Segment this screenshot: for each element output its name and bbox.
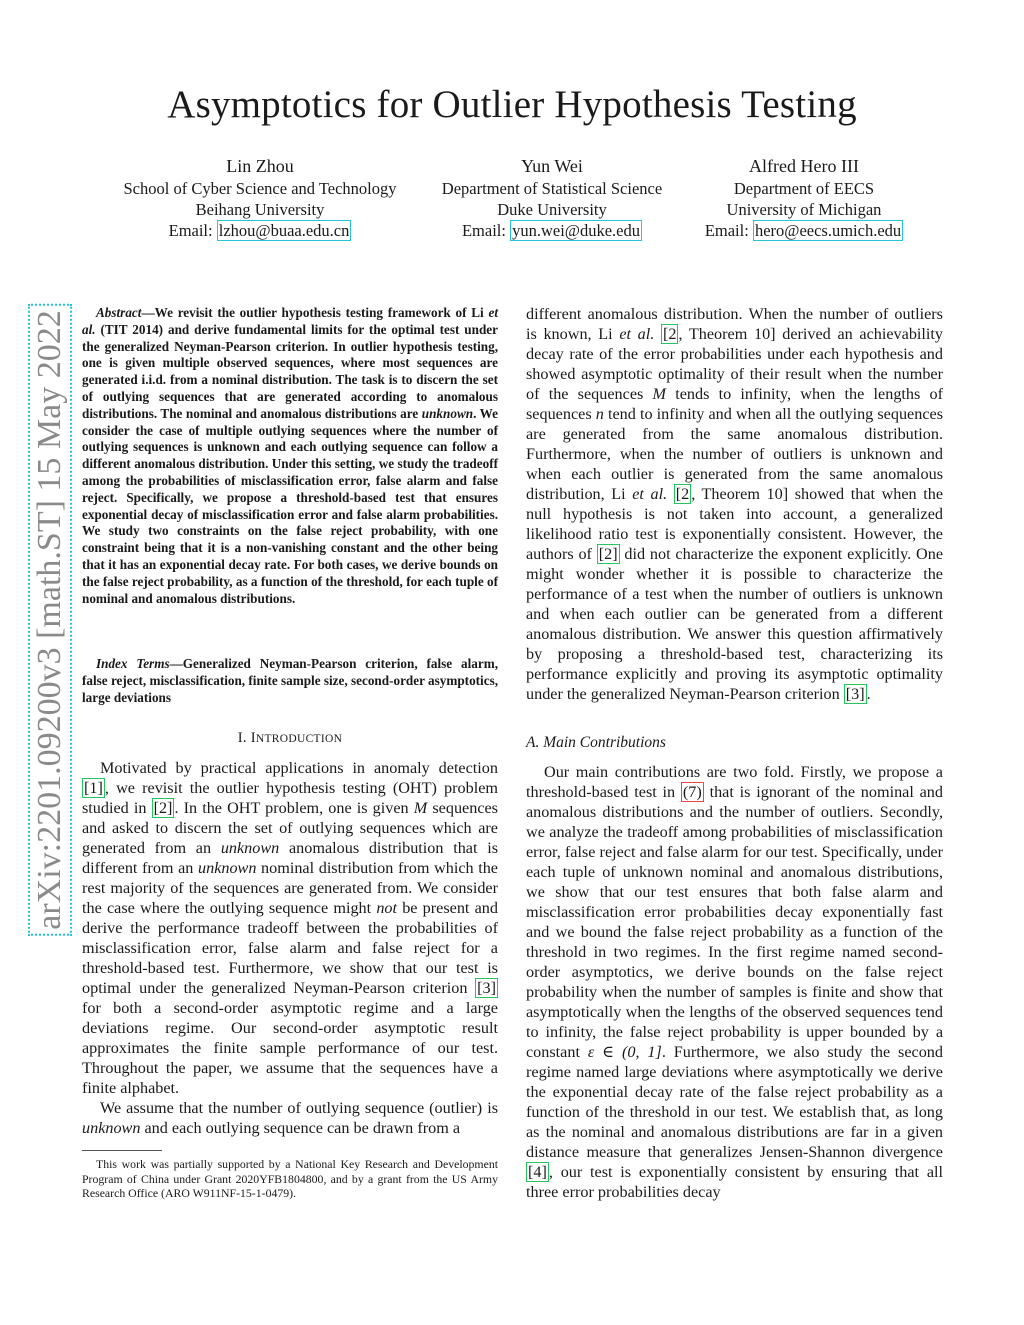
author-dept: School of Cyber Science and Technology bbox=[123, 179, 397, 198]
body-paragraph: Our main contributions are two fold. Firstly, we propose a threshold-based test in (7) that is ignorant of the nominal and anomalous distributions and the number of outliers. Secondly, we analyze the tradeoff among probabilities of misclassification error, false reject and false alarm for our test. Specifically, under each tuple of unknown nominal and anomalous distributions, we show that our test ensures that both false alarm and misclassification error probabilities decay exponentially fast and we bound the false reject probability as a function of the threshold in two regimes. In the first regime named second-order asymptotics, we derive bounds on the false reject probability when the number of samples is finite and show that asymptotically when the lengths of the observed sequences tend to infinity, the false reject probability is upper bounded by a constant ε ∈ (0, 1]. Furthermore, we also study the second regime named large deviations where asymptotically we derive the exponential decay rate of the false reject probability as a function of the threshold in our test. We establish that, as long as the nominal and anomalous distributions are far in a given distance measure that generalizes Jensen-Shannon divergence [4] , our test is exponentially consistent by ensuring that all three error probabilities decay bbox=[526, 763, 943, 1201]
abstract-etal: et al. bbox=[82, 305, 498, 337]
body-paragraph: different anomalous distribution. When the number of outliers is known, Li et al. [2 , Theorem 10] derived an achievability decay rate of the error probabilities under each hypothesis and showed asymptotic optimality of their result when the number of the sequences M tends to infinity, when the lengths of sequences n tend to infinity and when all the outlying sequences are generated from the same anomalous distribution. Furthermore, when the number of outliers is unknown and when each outlier is generated from the same anomalous distribution, Li et al. [2 , Theorem 10] showed that when the null hypothesis is not taken into account, a generalized likelihood ratio test is exponentially consistent. However, the authors of [2] did not characterize the exponent explicitly. One might wonder whether it is possible to characterize the performance of a test when the number of outliers is unknown and when each outlier can be generated from a different anomalous distribution. We answer this question affirmatively by proposing a threshold-based test, characterizing its performance explicitly and proving its asymptotic optimality under the generalized Neyman-Pearson criterion [3] . bbox=[526, 305, 944, 703]
footnote-rule bbox=[82, 1150, 162, 1151]
citation-link[interactable]: [2] bbox=[598, 545, 618, 563]
email-link[interactable]: hero@eecs.umich.edu bbox=[754, 221, 902, 240]
math-symbol: n bbox=[595, 405, 604, 423]
subsection-heading: A. Main Contributions bbox=[526, 734, 666, 751]
email-link[interactable]: yun.wei@duke.edu bbox=[512, 221, 641, 240]
author-inst: Duke University bbox=[497, 200, 607, 219]
author-name: Yun Wei bbox=[521, 156, 583, 176]
intro-paragraph: We assume that the number of outlying sequence (outlier) is unknown and each outlying sequence can be drawn from a bbox=[82, 1099, 498, 1137]
right-column-body bbox=[526, 304, 943, 1202]
emph-text: not bbox=[376, 899, 398, 917]
author-block-2 bbox=[430, 154, 674, 241]
emph-text: et al. bbox=[632, 485, 668, 503]
intro-paragraph: Motivated by practical applications in anomaly detection [1] , we revisit the outlier hypothesis testing (OHT) problem studied in [2] . In the OHT problem, one is given M sequences and asked to discern the set of outlying sequences which are generated from an unknown anomalous distribution that is different from an unknown nominal distribution from which the rest majority of the sequences are generated from. We consider the case where the outlying sequence might not be present and derive the performance tradeoff between the probabilities of misclassification error, false alarm and false reject for a threshold-based test. Furthermore, we show that our test is optimal under the generalized Neyman-Pearson criterion [3] for both a second-order asymptotic regime and a large deviations regime. Our second-order asymptotic result approximates the finite sample performance of our test. Throughout the paper, we assume that the sequences have a finite alphabet. bbox=[82, 759, 498, 1097]
abstract-lead: Abstract bbox=[96, 305, 142, 320]
citation-link[interactable]: [1] bbox=[84, 779, 103, 797]
citation-link[interactable]: [2 bbox=[662, 325, 677, 343]
author-block-1 bbox=[108, 154, 412, 241]
arxiv-identifier-link[interactable]: arXiv:2201.09200v3 [math.ST] 15 May 2022 bbox=[28, 304, 72, 936]
paper-title: Asymptotics for Outlier Hypothesis Testing bbox=[167, 83, 857, 126]
citation-link[interactable]: [3] bbox=[477, 979, 496, 997]
citation-link[interactable]: [4] bbox=[528, 1163, 547, 1181]
footnote bbox=[82, 1157, 498, 1201]
author-name: Alfred Hero III bbox=[749, 156, 859, 176]
author-name: Lin Zhou bbox=[226, 156, 294, 176]
email-label: Email: bbox=[704, 221, 749, 240]
section-number: I. bbox=[237, 730, 251, 746]
equation-link[interactable]: (7) bbox=[682, 783, 702, 801]
citation-link[interactable]: [2 bbox=[675, 485, 690, 503]
author-dept: Department of Statistical Science bbox=[441, 179, 663, 198]
index-terms-text: —Generalized Neyman-Pearson criterion, false alarm, false reject, misclassification, finite sample size, second-order asymptotics, large deviations bbox=[82, 656, 498, 705]
emph-text: et al. bbox=[619, 325, 655, 343]
index-terms bbox=[82, 656, 498, 706]
section-title-initial: I bbox=[250, 730, 256, 746]
section-heading-introduction bbox=[82, 730, 498, 747]
author-inst: Beihang University bbox=[195, 200, 325, 219]
emph-text: unknown bbox=[198, 859, 257, 877]
footnote-text: This work was partially supported by a National Key Research and Development Program of China under Grant 2020YFB1804800, and by a grant from the US Army Research Office (ARO W911NF-15-1-0479). bbox=[82, 1157, 498, 1200]
math-symbol: M bbox=[413, 799, 428, 817]
introduction-body bbox=[82, 758, 498, 1138]
abstract-emph: unknown bbox=[421, 405, 474, 421]
abstract bbox=[82, 305, 498, 607]
abstract-text: . We consider the case of multiple outlying sequences where the number of outlying sequences is unknown and each outlying sequence can follow a different anomalous distribution. Under this setting, we study the tradeoff among the probabilities of misclassification error, false alarm and false reject. Specifically, we propose a threshold-based test that ensures exponential decay of misclassification error and false alarm probabilities. We study two constraints on the false reject probability, with one constraint being that it is a non-vanishing constant and the other being that it has an exponential decay rate. For both cases, we derive bounds on the false reject probability, as a function of the threshold, for each tuple of nominal and anomalous distributions. bbox=[82, 405, 498, 606]
author-inst: University of Michigan bbox=[726, 200, 882, 219]
author-block-3 bbox=[690, 154, 918, 241]
citation-link[interactable]: [2] bbox=[153, 799, 173, 817]
author-dept: Department of EECS bbox=[733, 179, 875, 198]
math-symbol: M bbox=[652, 385, 667, 403]
citation-link[interactable]: [3] bbox=[845, 685, 865, 703]
abstract-text: (TIT 2014) and derive fundamental limits for the optimal test under the generalized Neyman-Pearson criterion. In outlier hypothesis testing, one is given multiple observed sequences, where most sequences are generated i.i.d. from a nominal distribution. The task is to discern the set of outlying sequences that are generated according to anomalous distributions. The nominal and anomalous distributions are bbox=[82, 321, 498, 421]
email-label: Email: bbox=[168, 221, 213, 240]
email-link[interactable]: lzhou@buaa.edu.cn bbox=[218, 221, 350, 240]
index-terms-lead: Index Terms bbox=[96, 656, 170, 671]
math-expression: ε ∈ (0, 1] bbox=[587, 1043, 662, 1061]
emph-text: unknown bbox=[82, 1119, 141, 1137]
section-title-rest: NTRODUCTION bbox=[255, 733, 343, 745]
email-label: Email: bbox=[461, 221, 506, 240]
emph-text: unknown bbox=[220, 839, 280, 857]
arxiv-stamp bbox=[30, 290, 70, 950]
abstract-text: —We revisit the outlier hypothesis testing framework of Li bbox=[141, 305, 489, 320]
